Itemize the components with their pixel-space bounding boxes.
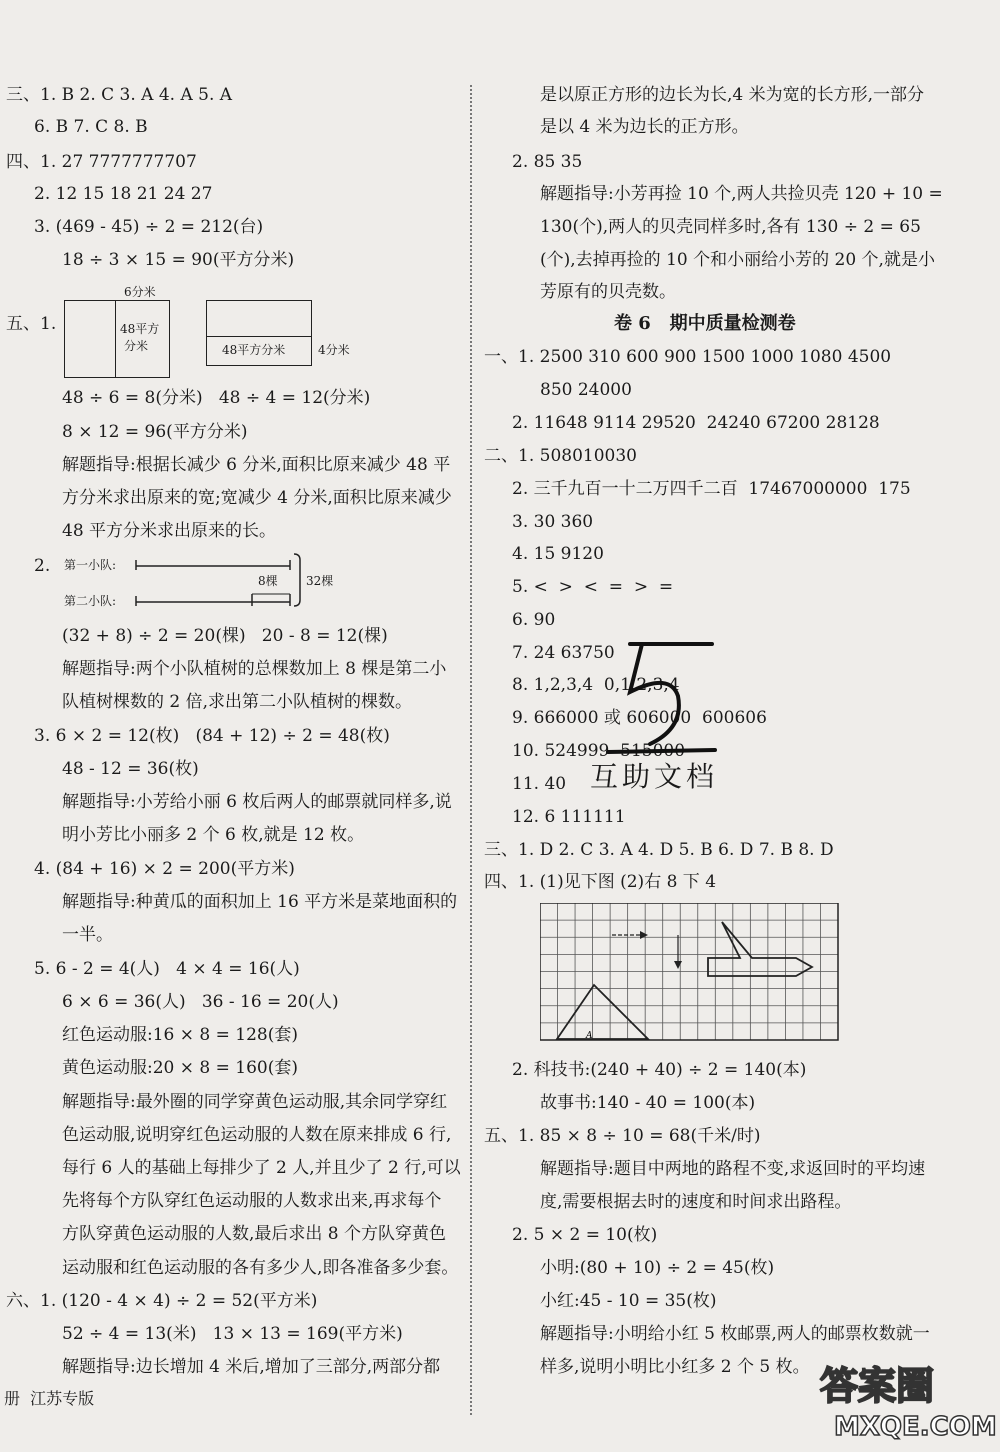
left-line: 3. (469 - 45) ÷ 2 = 212(台) xyxy=(34,217,264,237)
right-line: 2. 科技书:(240 + 40) ÷ 2 = 140(本) xyxy=(512,1060,807,1080)
left-line: 方队穿黄色运动服的人数,最后求出 8 个方队穿黄色 xyxy=(62,1224,447,1244)
left-line: 4. (84 + 16) × 2 = 200(平方米) xyxy=(34,859,295,879)
left-line: 6. B 7. C 8. B xyxy=(34,117,148,137)
rect-left-divider xyxy=(115,300,116,377)
left-line: 三、1. B 2. C 3. A 4. A 5. A xyxy=(6,85,233,105)
label-8: 8棵 xyxy=(258,574,278,588)
right-line: 三、1. D 2. C 3. A 4. D 5. B 6. D 7. B 8. D xyxy=(484,840,834,860)
left-line: 解题指导:小芳给小丽 6 枚后两人的邮票就同样多,说 xyxy=(62,792,452,812)
watermark-scribble xyxy=(600,632,720,762)
right-line: 850 24000 xyxy=(540,380,632,400)
footer-label: 册 江苏专版 xyxy=(4,1389,95,1408)
column-divider xyxy=(470,85,472,1415)
left-line: 52 ÷ 4 = 13(米) 13 × 13 = 169(平方米) xyxy=(62,1324,403,1344)
left-line: 5. 6 - 2 = 4(人) 4 × 4 = 16(人) xyxy=(34,959,300,979)
left-line: 解题指导:最外圈的同学穿黄色运动服,其余同学穿红 xyxy=(62,1092,448,1112)
left-line: 48 - 12 = 36(枚) xyxy=(62,759,199,779)
left-line: (32 + 8) ÷ 2 = 20(棵) 20 - 8 = 12(棵) xyxy=(62,626,388,646)
right-line: 度,需要根据去时的速度和时间求出路程。 xyxy=(540,1192,852,1212)
right-line: 10. 524999 515000 xyxy=(512,741,686,761)
left-line: 3. 6 × 2 = 12(枚) (84 + 12) ÷ 2 = 48(枚) xyxy=(34,726,390,746)
label-48b: 分米 xyxy=(124,339,149,353)
section-title: 卷 6 期中质量检测卷 xyxy=(614,313,796,334)
right-line: 是以原正方形的边长为长,4 米为宽的长方形,一部分 xyxy=(540,85,925,105)
left-line: 解题指导:边长增加 4 米后,增加了三部分,两部分都 xyxy=(62,1357,441,1377)
right-line: 2. 85 35 xyxy=(512,152,583,172)
site-logo xyxy=(820,1360,995,1450)
left-line: 色运动服,说明穿红色运动服的人数在原来排成 6 行, xyxy=(62,1125,452,1145)
right-line: 12. 6 111111 xyxy=(512,807,626,827)
left-line: 8 × 12 = 96(平方分米) xyxy=(62,422,248,442)
watermark-stamp-text: 互助文档 xyxy=(590,760,719,793)
rect-left xyxy=(64,300,170,378)
label-32: 32棵 xyxy=(306,574,334,588)
logo-text: 答案圈 xyxy=(820,1364,935,1408)
right-line: 解题指导:题目中两地的路程不变,求返回时的平均速 xyxy=(540,1159,926,1179)
left-line: 48 ÷ 6 = 8(分米) 48 ÷ 4 = 12(分米) xyxy=(62,388,371,408)
left-line: 每行 6 人的基础上每排少了 2 人,并且少了 2 行,可以 xyxy=(62,1158,461,1178)
triangle-shape xyxy=(557,985,648,1039)
label-6dm: 6分米 xyxy=(124,285,156,299)
grid-label-a: A xyxy=(586,1031,593,1041)
right-line: 解题指导:小明给小红 5 枚邮票,两人的邮票枚数就一 xyxy=(540,1324,930,1344)
left-line: 18 ÷ 3 × 15 = 90(平方分米) xyxy=(62,250,295,270)
left-line: 解题指导:两个小队植树的总棵数加上 8 棵是第二小 xyxy=(62,659,447,679)
logo-url: MXQE.COM xyxy=(834,1412,997,1442)
right-line: 故事书:140 - 40 = 100(本) xyxy=(540,1093,756,1113)
left-line: 2. xyxy=(34,556,51,576)
right-line: 6. 90 xyxy=(512,610,556,630)
grid-figure xyxy=(540,903,840,1043)
left-line: 六、1. (120 - 4 × 4) ÷ 2 = 52(平方米) xyxy=(6,1291,318,1311)
left-line: 一半。 xyxy=(62,925,113,945)
team2-label: 第二小队: xyxy=(64,594,117,608)
left-line: 6 × 6 = 36(人) 36 - 16 = 20(人) xyxy=(62,992,339,1012)
rect-right-divider xyxy=(206,336,312,337)
arrow-shape xyxy=(708,922,812,976)
right-line: 解题指导:小芳再捡 10 个,两人共捡贝壳 120 + 10 = xyxy=(540,184,943,204)
team1-label: 第一小队: xyxy=(64,558,117,572)
right-line: 11. 40 xyxy=(512,774,567,794)
right-line: 4. 15 9120 xyxy=(512,544,604,564)
left-line: 四、1. 27 7777777707 xyxy=(6,152,197,172)
right-line: 二、1. 508010030 xyxy=(484,446,637,466)
right-line: 130(个),两人的贝壳同样多时,各有 130 ÷ 2 = 65 xyxy=(540,217,921,237)
left-line: 明小芳比小丽多 2 个 6 枚,就是 12 枚。 xyxy=(62,825,365,845)
right-line: 8. 1,2,3,4 0,1,2,3,4 xyxy=(512,675,680,695)
left-line: 解题指导:根据长减少 6 分米,面积比原来减少 48 平 xyxy=(62,455,451,475)
right-line: 小红:45 - 10 = 35(枚) xyxy=(540,1291,717,1311)
left-line: 2. 12 15 18 21 24 27 xyxy=(34,184,213,204)
right-line: 四、1. (1)见下图 (2)右 8 下 4 xyxy=(484,872,717,892)
right-line: 是以 4 米为边长的正方形。 xyxy=(540,117,749,137)
right-line: 2. 三千九百一十二万四千二百 17467000000 175 xyxy=(512,479,911,499)
left-line: 运动服和红色运动服的各有多少人,即各准备多少套。 xyxy=(62,1258,459,1278)
label-4dm: 4分米 xyxy=(318,343,350,357)
left-line: 红色运动服:16 × 8 = 128(套) xyxy=(62,1025,298,1045)
left-line: 方分米求出原来的宽;宽减少 4 分米,面积比原来减少 xyxy=(62,488,452,508)
left-line: 黄色运动服:20 × 8 = 160(套) xyxy=(62,1058,298,1078)
right-line: 3. 30 360 xyxy=(512,512,594,532)
right-line: 小明:(80 + 10) ÷ 2 = 45(枚) xyxy=(540,1258,775,1278)
left-line: 五、1. xyxy=(6,314,57,334)
right-line: 五、1. 85 × 8 ÷ 10 = 68(千米/时) xyxy=(484,1126,761,1146)
left-line: 48 平方分米求出原来的长。 xyxy=(62,521,277,541)
right-line: 9. 666000 或 606000 600606 xyxy=(512,708,767,728)
label-48c: 48平方分米 xyxy=(222,343,286,357)
left-line: 先将每个方队穿红色运动服的人数求出来,再求每个 xyxy=(62,1191,442,1211)
right-line: 5. < > < = > = xyxy=(512,577,674,597)
segment-lines xyxy=(130,550,330,610)
left-line: 队植树棵数的 2 倍,求出第二小队植树的棵数。 xyxy=(62,692,413,712)
right-line: 2. 11648 9114 29520 24240 67200 28128 xyxy=(512,413,880,433)
right-line: 7. 24 63750 xyxy=(512,643,615,663)
right-line: 芳原有的贝壳数。 xyxy=(540,282,676,302)
label-48a: 48平方 xyxy=(120,322,160,336)
right-line: 2. 5 × 2 = 10(枚) xyxy=(512,1225,658,1245)
right-line: 一、1. 2500 310 600 900 1500 1000 1080 4500 xyxy=(484,347,892,367)
right-line: 样多,说明小明比小红多 2 个 5 枚。 xyxy=(540,1357,810,1377)
right-line: (个),去掉再捡的 10 个和小丽给小芳的 20 个,就是小 xyxy=(540,250,935,270)
left-line: 解题指导:种黄瓜的面积加上 16 平方米是菜地面积的 xyxy=(62,892,458,912)
